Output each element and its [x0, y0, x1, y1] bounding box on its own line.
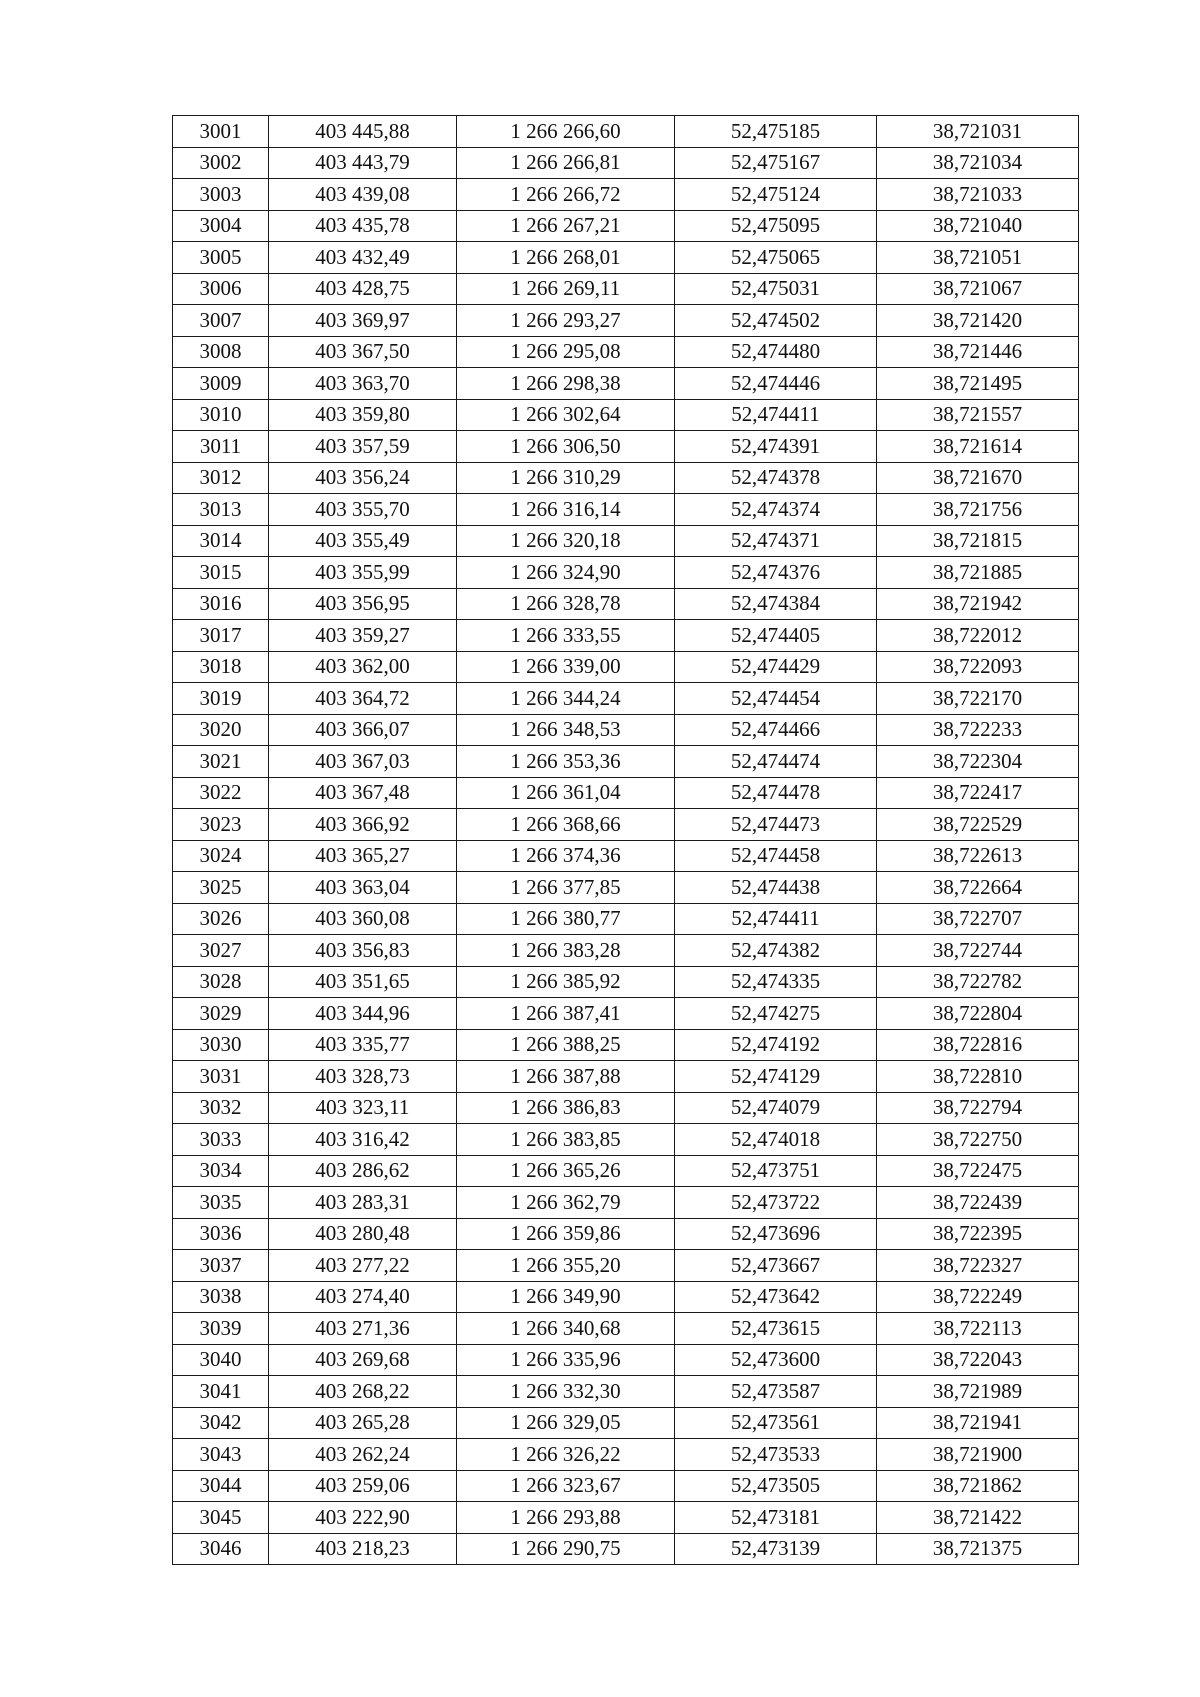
x-coordinate-cell: 403 335,77 [269, 1029, 457, 1061]
table-row [173, 399, 1079, 431]
latitude-cell: 52,474376 [675, 557, 877, 589]
point-number-cell: 3044 [173, 1470, 269, 1502]
point-number-cell: 3026 [173, 903, 269, 935]
y-coordinate-cell: 1 266 310,29 [457, 462, 675, 494]
longitude-cell: 38,721900 [877, 1439, 1079, 1471]
latitude-cell: 52,474466 [675, 714, 877, 746]
x-coordinate-cell: 403 356,24 [269, 462, 457, 494]
table-row [173, 998, 1079, 1030]
latitude-cell: 52,473181 [675, 1502, 877, 1534]
table-row [173, 1533, 1079, 1565]
latitude-cell: 52,474480 [675, 336, 877, 368]
x-coordinate-cell: 403 356,95 [269, 588, 457, 620]
latitude-cell: 52,474411 [675, 903, 877, 935]
table-row [173, 494, 1079, 526]
point-number-cell: 3008 [173, 336, 269, 368]
longitude-cell: 38,722794 [877, 1092, 1079, 1124]
y-coordinate-cell: 1 266 316,14 [457, 494, 675, 526]
point-number-cell: 3045 [173, 1502, 269, 1534]
longitude-cell: 38,722304 [877, 746, 1079, 778]
table-row [173, 179, 1079, 211]
x-coordinate-cell: 403 269,68 [269, 1344, 457, 1376]
longitude-cell: 38,722233 [877, 714, 1079, 746]
longitude-cell: 38,722782 [877, 966, 1079, 998]
y-coordinate-cell: 1 266 387,41 [457, 998, 675, 1030]
latitude-cell: 52,474192 [675, 1029, 877, 1061]
x-coordinate-cell: 403 445,88 [269, 116, 457, 148]
point-number-cell: 3023 [173, 809, 269, 841]
y-coordinate-cell: 1 266 387,88 [457, 1061, 675, 1093]
table-row [173, 1281, 1079, 1313]
y-coordinate-cell: 1 266 266,72 [457, 179, 675, 211]
longitude-cell: 38,721942 [877, 588, 1079, 620]
x-coordinate-cell: 403 344,96 [269, 998, 457, 1030]
table-row [173, 840, 1079, 872]
y-coordinate-cell: 1 266 293,27 [457, 305, 675, 337]
longitude-cell: 38,722804 [877, 998, 1079, 1030]
y-coordinate-cell: 1 266 385,92 [457, 966, 675, 998]
x-coordinate-cell: 403 439,08 [269, 179, 457, 211]
latitude-cell: 52,475167 [675, 147, 877, 179]
x-coordinate-cell: 403 356,83 [269, 935, 457, 967]
table-row [173, 683, 1079, 715]
y-coordinate-cell: 1 266 355,20 [457, 1250, 675, 1282]
longitude-cell: 38,722475 [877, 1155, 1079, 1187]
latitude-cell: 52,474411 [675, 399, 877, 431]
longitude-cell: 38,722170 [877, 683, 1079, 715]
x-coordinate-cell: 403 328,73 [269, 1061, 457, 1093]
table-row [173, 1061, 1079, 1093]
x-coordinate-cell: 403 355,49 [269, 525, 457, 557]
x-coordinate-cell: 403 286,62 [269, 1155, 457, 1187]
longitude-cell: 38,722664 [877, 872, 1079, 904]
latitude-cell: 52,474405 [675, 620, 877, 652]
latitude-cell: 52,475031 [675, 273, 877, 305]
point-number-cell: 3022 [173, 777, 269, 809]
table-row [173, 746, 1079, 778]
y-coordinate-cell: 1 266 344,24 [457, 683, 675, 715]
x-coordinate-cell: 403 268,22 [269, 1376, 457, 1408]
y-coordinate-cell: 1 266 329,05 [457, 1407, 675, 1439]
x-coordinate-cell: 403 435,78 [269, 210, 457, 242]
table-row [173, 368, 1079, 400]
latitude-cell: 52,474391 [675, 431, 877, 463]
table-row [173, 620, 1079, 652]
latitude-cell: 52,473751 [675, 1155, 877, 1187]
point-number-cell: 3029 [173, 998, 269, 1030]
x-coordinate-cell: 403 283,31 [269, 1187, 457, 1219]
longitude-cell: 38,722439 [877, 1187, 1079, 1219]
table-row [173, 714, 1079, 746]
x-coordinate-cell: 403 351,65 [269, 966, 457, 998]
longitude-cell: 38,721557 [877, 399, 1079, 431]
y-coordinate-cell: 1 266 388,25 [457, 1029, 675, 1061]
latitude-cell: 52,474275 [675, 998, 877, 1030]
y-coordinate-cell: 1 266 306,50 [457, 431, 675, 463]
latitude-cell: 52,473722 [675, 1187, 877, 1219]
latitude-cell: 52,474446 [675, 368, 877, 400]
latitude-cell: 52,474129 [675, 1061, 877, 1093]
x-coordinate-cell: 403 259,06 [269, 1470, 457, 1502]
x-coordinate-cell: 403 265,28 [269, 1407, 457, 1439]
table-row [173, 147, 1079, 179]
latitude-cell: 52,474018 [675, 1124, 877, 1156]
point-number-cell: 3004 [173, 210, 269, 242]
y-coordinate-cell: 1 266 332,30 [457, 1376, 675, 1408]
y-coordinate-cell: 1 266 349,90 [457, 1281, 675, 1313]
x-coordinate-cell: 403 359,27 [269, 620, 457, 652]
coordinates-table [172, 115, 1079, 1565]
y-coordinate-cell: 1 266 340,68 [457, 1313, 675, 1345]
x-coordinate-cell: 403 277,22 [269, 1250, 457, 1282]
y-coordinate-cell: 1 266 361,04 [457, 777, 675, 809]
longitude-cell: 38,721989 [877, 1376, 1079, 1408]
table-row [173, 588, 1079, 620]
latitude-cell: 52,473615 [675, 1313, 877, 1345]
table-row [173, 525, 1079, 557]
point-number-cell: 3024 [173, 840, 269, 872]
latitude-cell: 52,473600 [675, 1344, 877, 1376]
table-row [173, 1313, 1079, 1345]
x-coordinate-cell: 403 323,11 [269, 1092, 457, 1124]
x-coordinate-cell: 403 357,59 [269, 431, 457, 463]
table-row [173, 305, 1079, 337]
table-row [173, 966, 1079, 998]
x-coordinate-cell: 403 428,75 [269, 273, 457, 305]
y-coordinate-cell: 1 266 333,55 [457, 620, 675, 652]
longitude-cell: 38,721446 [877, 336, 1079, 368]
point-number-cell: 3035 [173, 1187, 269, 1219]
table-row [173, 1344, 1079, 1376]
table-row [173, 1092, 1079, 1124]
latitude-cell: 52,475095 [675, 210, 877, 242]
table-row [173, 557, 1079, 589]
point-number-cell: 3005 [173, 242, 269, 274]
y-coordinate-cell: 1 266 266,81 [457, 147, 675, 179]
x-coordinate-cell: 403 262,24 [269, 1439, 457, 1471]
table-row [173, 872, 1079, 904]
point-number-cell: 3002 [173, 147, 269, 179]
x-coordinate-cell: 403 280,48 [269, 1218, 457, 1250]
y-coordinate-cell: 1 266 323,67 [457, 1470, 675, 1502]
longitude-cell: 38,722113 [877, 1313, 1079, 1345]
y-coordinate-cell: 1 266 383,28 [457, 935, 675, 967]
y-coordinate-cell: 1 266 290,75 [457, 1533, 675, 1565]
y-coordinate-cell: 1 266 374,36 [457, 840, 675, 872]
longitude-cell: 38,722249 [877, 1281, 1079, 1313]
table-row [173, 1155, 1079, 1187]
latitude-cell: 52,474502 [675, 305, 877, 337]
longitude-cell: 38,722327 [877, 1250, 1079, 1282]
point-number-cell: 3016 [173, 588, 269, 620]
latitude-cell: 52,473642 [675, 1281, 877, 1313]
table-row [173, 777, 1079, 809]
longitude-cell: 38,722707 [877, 903, 1079, 935]
y-coordinate-cell: 1 266 320,18 [457, 525, 675, 557]
table-row [173, 1376, 1079, 1408]
y-coordinate-cell: 1 266 269,11 [457, 273, 675, 305]
y-coordinate-cell: 1 266 386,83 [457, 1092, 675, 1124]
latitude-cell: 52,474454 [675, 683, 877, 715]
latitude-cell: 52,474079 [675, 1092, 877, 1124]
point-number-cell: 3013 [173, 494, 269, 526]
table-row [173, 431, 1079, 463]
latitude-cell: 52,474429 [675, 651, 877, 683]
table-row [173, 1124, 1079, 1156]
y-coordinate-cell: 1 266 348,53 [457, 714, 675, 746]
longitude-cell: 38,722750 [877, 1124, 1079, 1156]
longitude-cell: 38,721040 [877, 210, 1079, 242]
longitude-cell: 38,721885 [877, 557, 1079, 589]
y-coordinate-cell: 1 266 324,90 [457, 557, 675, 589]
latitude-cell: 52,475065 [675, 242, 877, 274]
longitude-cell: 38,721375 [877, 1533, 1079, 1565]
y-coordinate-cell: 1 266 365,26 [457, 1155, 675, 1187]
point-number-cell: 3025 [173, 872, 269, 904]
point-number-cell: 3043 [173, 1439, 269, 1471]
y-coordinate-cell: 1 266 266,60 [457, 116, 675, 148]
point-number-cell: 3042 [173, 1407, 269, 1439]
longitude-cell: 38,721034 [877, 147, 1079, 179]
x-coordinate-cell: 403 360,08 [269, 903, 457, 935]
x-coordinate-cell: 403 367,03 [269, 746, 457, 778]
x-coordinate-cell: 403 364,72 [269, 683, 457, 715]
point-number-cell: 3030 [173, 1029, 269, 1061]
y-coordinate-cell: 1 266 339,00 [457, 651, 675, 683]
longitude-cell: 38,722093 [877, 651, 1079, 683]
x-coordinate-cell: 403 367,50 [269, 336, 457, 368]
table-row [173, 1218, 1079, 1250]
x-coordinate-cell: 403 369,97 [269, 305, 457, 337]
longitude-cell: 38,721670 [877, 462, 1079, 494]
latitude-cell: 52,474474 [675, 746, 877, 778]
point-number-cell: 3019 [173, 683, 269, 715]
y-coordinate-cell: 1 266 368,66 [457, 809, 675, 841]
table-row [173, 1250, 1079, 1282]
latitude-cell: 52,475124 [675, 179, 877, 211]
table-row [173, 1407, 1079, 1439]
table-row [173, 242, 1079, 274]
latitude-cell: 52,474458 [675, 840, 877, 872]
table-row [173, 651, 1079, 683]
point-number-cell: 3041 [173, 1376, 269, 1408]
x-coordinate-cell: 403 367,48 [269, 777, 457, 809]
longitude-cell: 38,721422 [877, 1502, 1079, 1534]
y-coordinate-cell: 1 266 353,36 [457, 746, 675, 778]
point-number-cell: 3039 [173, 1313, 269, 1345]
longitude-cell: 38,722744 [877, 935, 1079, 967]
y-coordinate-cell: 1 266 359,86 [457, 1218, 675, 1250]
longitude-cell: 38,721495 [877, 368, 1079, 400]
longitude-cell: 38,721756 [877, 494, 1079, 526]
y-coordinate-cell: 1 266 362,79 [457, 1187, 675, 1219]
latitude-cell: 52,475185 [675, 116, 877, 148]
coordinates-table-body [173, 116, 1079, 1565]
point-number-cell: 3015 [173, 557, 269, 589]
table-row [173, 903, 1079, 935]
longitude-cell: 38,721941 [877, 1407, 1079, 1439]
x-coordinate-cell: 403 366,92 [269, 809, 457, 841]
point-number-cell: 3027 [173, 935, 269, 967]
longitude-cell: 38,721051 [877, 242, 1079, 274]
table-row [173, 1470, 1079, 1502]
point-number-cell: 3017 [173, 620, 269, 652]
table-row [173, 1029, 1079, 1061]
longitude-cell: 38,722417 [877, 777, 1079, 809]
x-coordinate-cell: 403 362,00 [269, 651, 457, 683]
latitude-cell: 52,474371 [675, 525, 877, 557]
longitude-cell: 38,722395 [877, 1218, 1079, 1250]
longitude-cell: 38,722810 [877, 1061, 1079, 1093]
table-row [173, 462, 1079, 494]
latitude-cell: 52,473587 [675, 1376, 877, 1408]
x-coordinate-cell: 403 271,36 [269, 1313, 457, 1345]
table-row [173, 809, 1079, 841]
latitude-cell: 52,474335 [675, 966, 877, 998]
table-row [173, 1502, 1079, 1534]
y-coordinate-cell: 1 266 328,78 [457, 588, 675, 620]
y-coordinate-cell: 1 266 268,01 [457, 242, 675, 274]
longitude-cell: 38,722613 [877, 840, 1079, 872]
longitude-cell: 38,722816 [877, 1029, 1079, 1061]
point-number-cell: 3011 [173, 431, 269, 463]
latitude-cell: 52,473139 [675, 1533, 877, 1565]
latitude-cell: 52,474473 [675, 809, 877, 841]
longitude-cell: 38,721862 [877, 1470, 1079, 1502]
y-coordinate-cell: 1 266 326,22 [457, 1439, 675, 1471]
y-coordinate-cell: 1 266 295,08 [457, 336, 675, 368]
point-number-cell: 3031 [173, 1061, 269, 1093]
latitude-cell: 52,473696 [675, 1218, 877, 1250]
latitude-cell: 52,474378 [675, 462, 877, 494]
point-number-cell: 3009 [173, 368, 269, 400]
table-row [173, 1187, 1079, 1219]
point-number-cell: 3021 [173, 746, 269, 778]
longitude-cell: 38,722529 [877, 809, 1079, 841]
point-number-cell: 3034 [173, 1155, 269, 1187]
longitude-cell: 38,722043 [877, 1344, 1079, 1376]
x-coordinate-cell: 403 363,04 [269, 872, 457, 904]
x-coordinate-cell: 403 432,49 [269, 242, 457, 274]
point-number-cell: 3001 [173, 116, 269, 148]
y-coordinate-cell: 1 266 377,85 [457, 872, 675, 904]
latitude-cell: 52,473533 [675, 1439, 877, 1471]
point-number-cell: 3007 [173, 305, 269, 337]
x-coordinate-cell: 403 363,70 [269, 368, 457, 400]
longitude-cell: 38,721815 [877, 525, 1079, 557]
point-number-cell: 3028 [173, 966, 269, 998]
point-number-cell: 3014 [173, 525, 269, 557]
longitude-cell: 38,722012 [877, 620, 1079, 652]
x-coordinate-cell: 403 222,90 [269, 1502, 457, 1534]
y-coordinate-cell: 1 266 302,64 [457, 399, 675, 431]
latitude-cell: 52,473667 [675, 1250, 877, 1282]
x-coordinate-cell: 403 316,42 [269, 1124, 457, 1156]
table-row [173, 273, 1079, 305]
point-number-cell: 3032 [173, 1092, 269, 1124]
x-coordinate-cell: 403 366,07 [269, 714, 457, 746]
point-number-cell: 3046 [173, 1533, 269, 1565]
y-coordinate-cell: 1 266 293,88 [457, 1502, 675, 1534]
table-row [173, 116, 1079, 148]
y-coordinate-cell: 1 266 298,38 [457, 368, 675, 400]
point-number-cell: 3033 [173, 1124, 269, 1156]
table-row [173, 336, 1079, 368]
longitude-cell: 38,721031 [877, 116, 1079, 148]
y-coordinate-cell: 1 266 267,21 [457, 210, 675, 242]
y-coordinate-cell: 1 266 380,77 [457, 903, 675, 935]
x-coordinate-cell: 403 359,80 [269, 399, 457, 431]
point-number-cell: 3006 [173, 273, 269, 305]
longitude-cell: 38,721420 [877, 305, 1079, 337]
table-row [173, 210, 1079, 242]
point-number-cell: 3020 [173, 714, 269, 746]
point-number-cell: 3036 [173, 1218, 269, 1250]
x-coordinate-cell: 403 443,79 [269, 147, 457, 179]
x-coordinate-cell: 403 218,23 [269, 1533, 457, 1565]
point-number-cell: 3010 [173, 399, 269, 431]
longitude-cell: 38,721614 [877, 431, 1079, 463]
x-coordinate-cell: 403 355,70 [269, 494, 457, 526]
latitude-cell: 52,474478 [675, 777, 877, 809]
point-number-cell: 3003 [173, 179, 269, 211]
x-coordinate-cell: 403 355,99 [269, 557, 457, 589]
point-number-cell: 3018 [173, 651, 269, 683]
table-row [173, 1439, 1079, 1471]
longitude-cell: 38,721033 [877, 179, 1079, 211]
point-number-cell: 3012 [173, 462, 269, 494]
latitude-cell: 52,474384 [675, 588, 877, 620]
y-coordinate-cell: 1 266 383,85 [457, 1124, 675, 1156]
x-coordinate-cell: 403 274,40 [269, 1281, 457, 1313]
latitude-cell: 52,473561 [675, 1407, 877, 1439]
latitude-cell: 52,474382 [675, 935, 877, 967]
latitude-cell: 52,473505 [675, 1470, 877, 1502]
latitude-cell: 52,474374 [675, 494, 877, 526]
table-row [173, 935, 1079, 967]
point-number-cell: 3040 [173, 1344, 269, 1376]
point-number-cell: 3038 [173, 1281, 269, 1313]
longitude-cell: 38,721067 [877, 273, 1079, 305]
point-number-cell: 3037 [173, 1250, 269, 1282]
latitude-cell: 52,474438 [675, 872, 877, 904]
x-coordinate-cell: 403 365,27 [269, 840, 457, 872]
y-coordinate-cell: 1 266 335,96 [457, 1344, 675, 1376]
